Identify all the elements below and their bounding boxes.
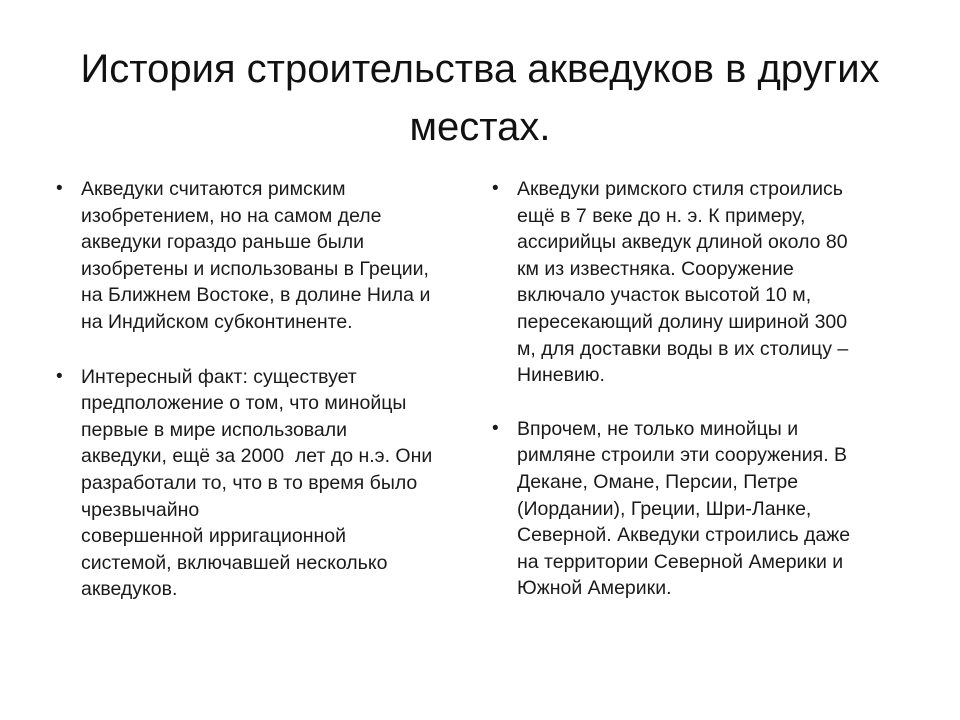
bullet-text-line: км из известняка. Сооружение [517, 257, 794, 280]
bullet-text-line: Декане, Омане, Персии, Петре [517, 470, 799, 493]
bullet-dot-icon: • [56, 178, 63, 199]
bullet-text-line: пересекающий долину шириной 300 [517, 310, 848, 333]
bullet-text-line: системой, включавшей несколько [81, 551, 388, 574]
bullet-text-line: акведуки, ещё за 2000 лет до н.э. Они [81, 445, 433, 468]
bullet-text-line: Северной. Акведуки строились даже [517, 524, 851, 547]
bullet-text-line: ассирийцы акведук длиной около 80 [517, 231, 848, 254]
bullet-text-line: на Индийском субконтиненте. [81, 310, 353, 333]
bullet-text-line: предположение о том, что минойцы [81, 392, 407, 415]
bullet-item-left-2 [56, 364, 466, 603]
bullet-text-line: чрезвычайно [81, 498, 200, 521]
bullet-text-line: Южной Америки. [517, 577, 672, 600]
bullet-text-line: римляне строили эти сооружения. В [517, 444, 848, 467]
bullet-text-line: изобретением, но на самом деле [81, 204, 382, 227]
left-column [56, 176, 466, 603]
bullet-text-line: Ниневию. [517, 364, 605, 387]
bullet-text-line: акведуков. [81, 578, 178, 601]
bullet-text-line: разработали то, что в то время было [81, 471, 418, 494]
bullet-text-line: ещё в 7 веке до н. э. К примеру, [517, 204, 806, 227]
bullet-text-line: на Ближнем Востоке, в долине Нила и [81, 284, 431, 307]
bullet-item-right-2 [492, 416, 912, 602]
bullet-text-line: (Иордании), Греции, Шри-Ланке, [517, 497, 812, 520]
bullet-text-line: включало участок высотой 10 м, [517, 284, 812, 307]
bullet-text-line: совершенной ирригационной [81, 525, 347, 548]
bullet-text-line: Акведуки считаются римским [81, 178, 346, 200]
bullet-text-line: Впрочем, не только минойцы и [517, 417, 799, 440]
bullet-text-line: первые в мире использовали [81, 418, 348, 441]
bullet-text-line: акведуки гораздо раньше были [81, 231, 365, 254]
slide-title [48, 40, 912, 156]
bullet-text-line: Акведуки римского стиля строились [517, 178, 843, 200]
bullet-dot-icon: • [492, 178, 499, 199]
title-line-2: местах. [409, 105, 551, 149]
bullet-dot-icon: • [492, 417, 499, 439]
right-column [492, 176, 912, 602]
bullet-dot-icon: • [56, 365, 63, 387]
title-line-1: История строительства акведуков в других [80, 47, 880, 91]
bullet-text-line: изобретены и использованы в Греции, [81, 257, 429, 280]
bullet-item-left-1 [56, 176, 466, 336]
bullet-text-line: м, для доставки воды в их столицу – [517, 337, 849, 360]
bullet-text-line: на территории Северной Америки и [517, 550, 844, 573]
bullet-item-right-1 [492, 176, 912, 389]
bullet-text-line: Интересный факт: существует [81, 365, 357, 388]
